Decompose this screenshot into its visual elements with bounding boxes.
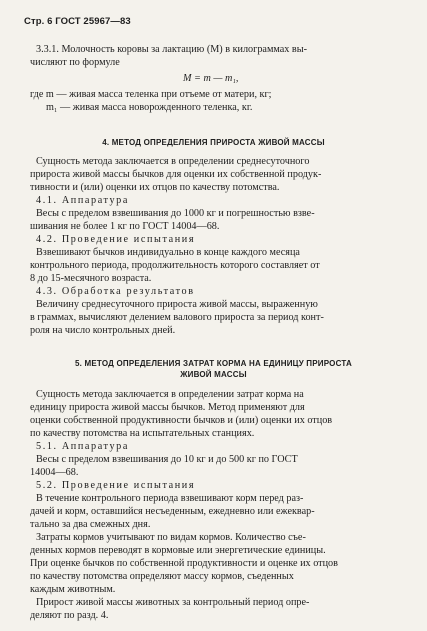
- text-line: m₁ — живая масса новорожденного теленка, кг.: [46, 102, 253, 113]
- text-line: Затраты кормов учитывают по видам кормов. Количество съе-: [36, 532, 306, 543]
- section-heading: 4. МЕТОД ОПРЕДЕЛЕНИЯ ПРИРОСТА ЖИВОЙ МАССЫ: [102, 138, 325, 147]
- text-line: Прирост живой массы животных за контрольный период опре-: [36, 597, 310, 608]
- text-line: Сущность метода заключается в определении среднесуточного: [36, 156, 310, 167]
- formula: M = m — m₁,: [183, 73, 239, 84]
- text-line: оценки собственной продуктивности бычков и (или) оценки их отцов: [30, 415, 333, 426]
- text-line: Весы с пределом взвешивания до 1000 кг и погрешностью взве-: [36, 208, 315, 219]
- text-line: по качеству потомства определяют массу кормов, съеденных: [30, 571, 294, 582]
- text-line: При оценке бычков по собственной продуктивности и оценке их отцов: [30, 558, 338, 569]
- text-line: деляют по разд. 4.: [30, 610, 109, 621]
- text-line: Весы с пределом взвешивания до 10 кг и до 500 кг по ГОСТ: [36, 454, 298, 465]
- text-line: числяют по формуле: [30, 57, 120, 68]
- text-line: 3.3.1. Молочность коровы за лактацию (M) в килограммах вы-: [36, 44, 307, 55]
- text-line: тивности и (или) оценки их отцов по качеству потомства.: [30, 182, 280, 193]
- text-line: тально за два смежных дня.: [30, 519, 151, 530]
- text-line: В течение контрольного периода взвешивают корм перед раз-: [36, 493, 304, 504]
- text-line: прироста живой массы бычков для оценки их собственной продук-: [30, 169, 322, 180]
- subsection-title: 4.1. Аппаратура: [36, 195, 129, 206]
- section-heading: 5. МЕТОД ОПРЕДЕЛЕНИЯ ЗАТРАТ КОРМА НА ЕДИНИЦУ ПРИРОСТА: [75, 359, 352, 368]
- text-line: в граммах, вычисляют делением валового прироста за период конт-: [30, 312, 324, 323]
- text-line: Величину среднесуточного прироста живой массы, выраженную: [36, 299, 318, 310]
- page-header: Стр. 6 ГОСТ 25967—83: [24, 16, 131, 27]
- subsection-title: 4.3. Обработка результатов: [36, 286, 195, 297]
- text-line: Сущность метода заключается в определении затрат корма на: [36, 389, 304, 400]
- text-line: контрольного периода, продолжительность которого составляет от: [30, 260, 320, 271]
- section-heading: ЖИВОЙ МАССЫ: [180, 370, 247, 379]
- text-line: Взвешивают бычков индивидуально в конце каждого месяца: [36, 247, 300, 258]
- text-line: 8 до 15-месячного возраста.: [30, 273, 152, 284]
- text-line: единицу прироста живой массы бычков. Метод применяют для: [30, 402, 305, 413]
- subsection-title: 4.2. Проведение испытания: [36, 234, 196, 245]
- text-line: денных кормов переводят в кормовые или энергетические единицы.: [30, 545, 326, 556]
- subsection-title: 5.1. Аппаратура: [36, 441, 129, 452]
- text-line: 14004—68.: [30, 467, 79, 478]
- text-line: шивания не более 1 кг по ГОСТ 14004—68.: [30, 221, 220, 232]
- text-line: каждым животным.: [30, 584, 116, 595]
- subsection-title: 5.2. Проведение испытания: [36, 480, 196, 491]
- text-line: по качеству потомства на испытательных станциях.: [30, 428, 255, 439]
- text-line: роля на число контрольных дней.: [30, 325, 176, 336]
- text-line: где m — живая масса теленка при отъеме от матери, кг;: [30, 89, 272, 100]
- text-line: дачей и корм, оставшийся несъеденным, ежедневно или ежеквар-: [30, 506, 315, 517]
